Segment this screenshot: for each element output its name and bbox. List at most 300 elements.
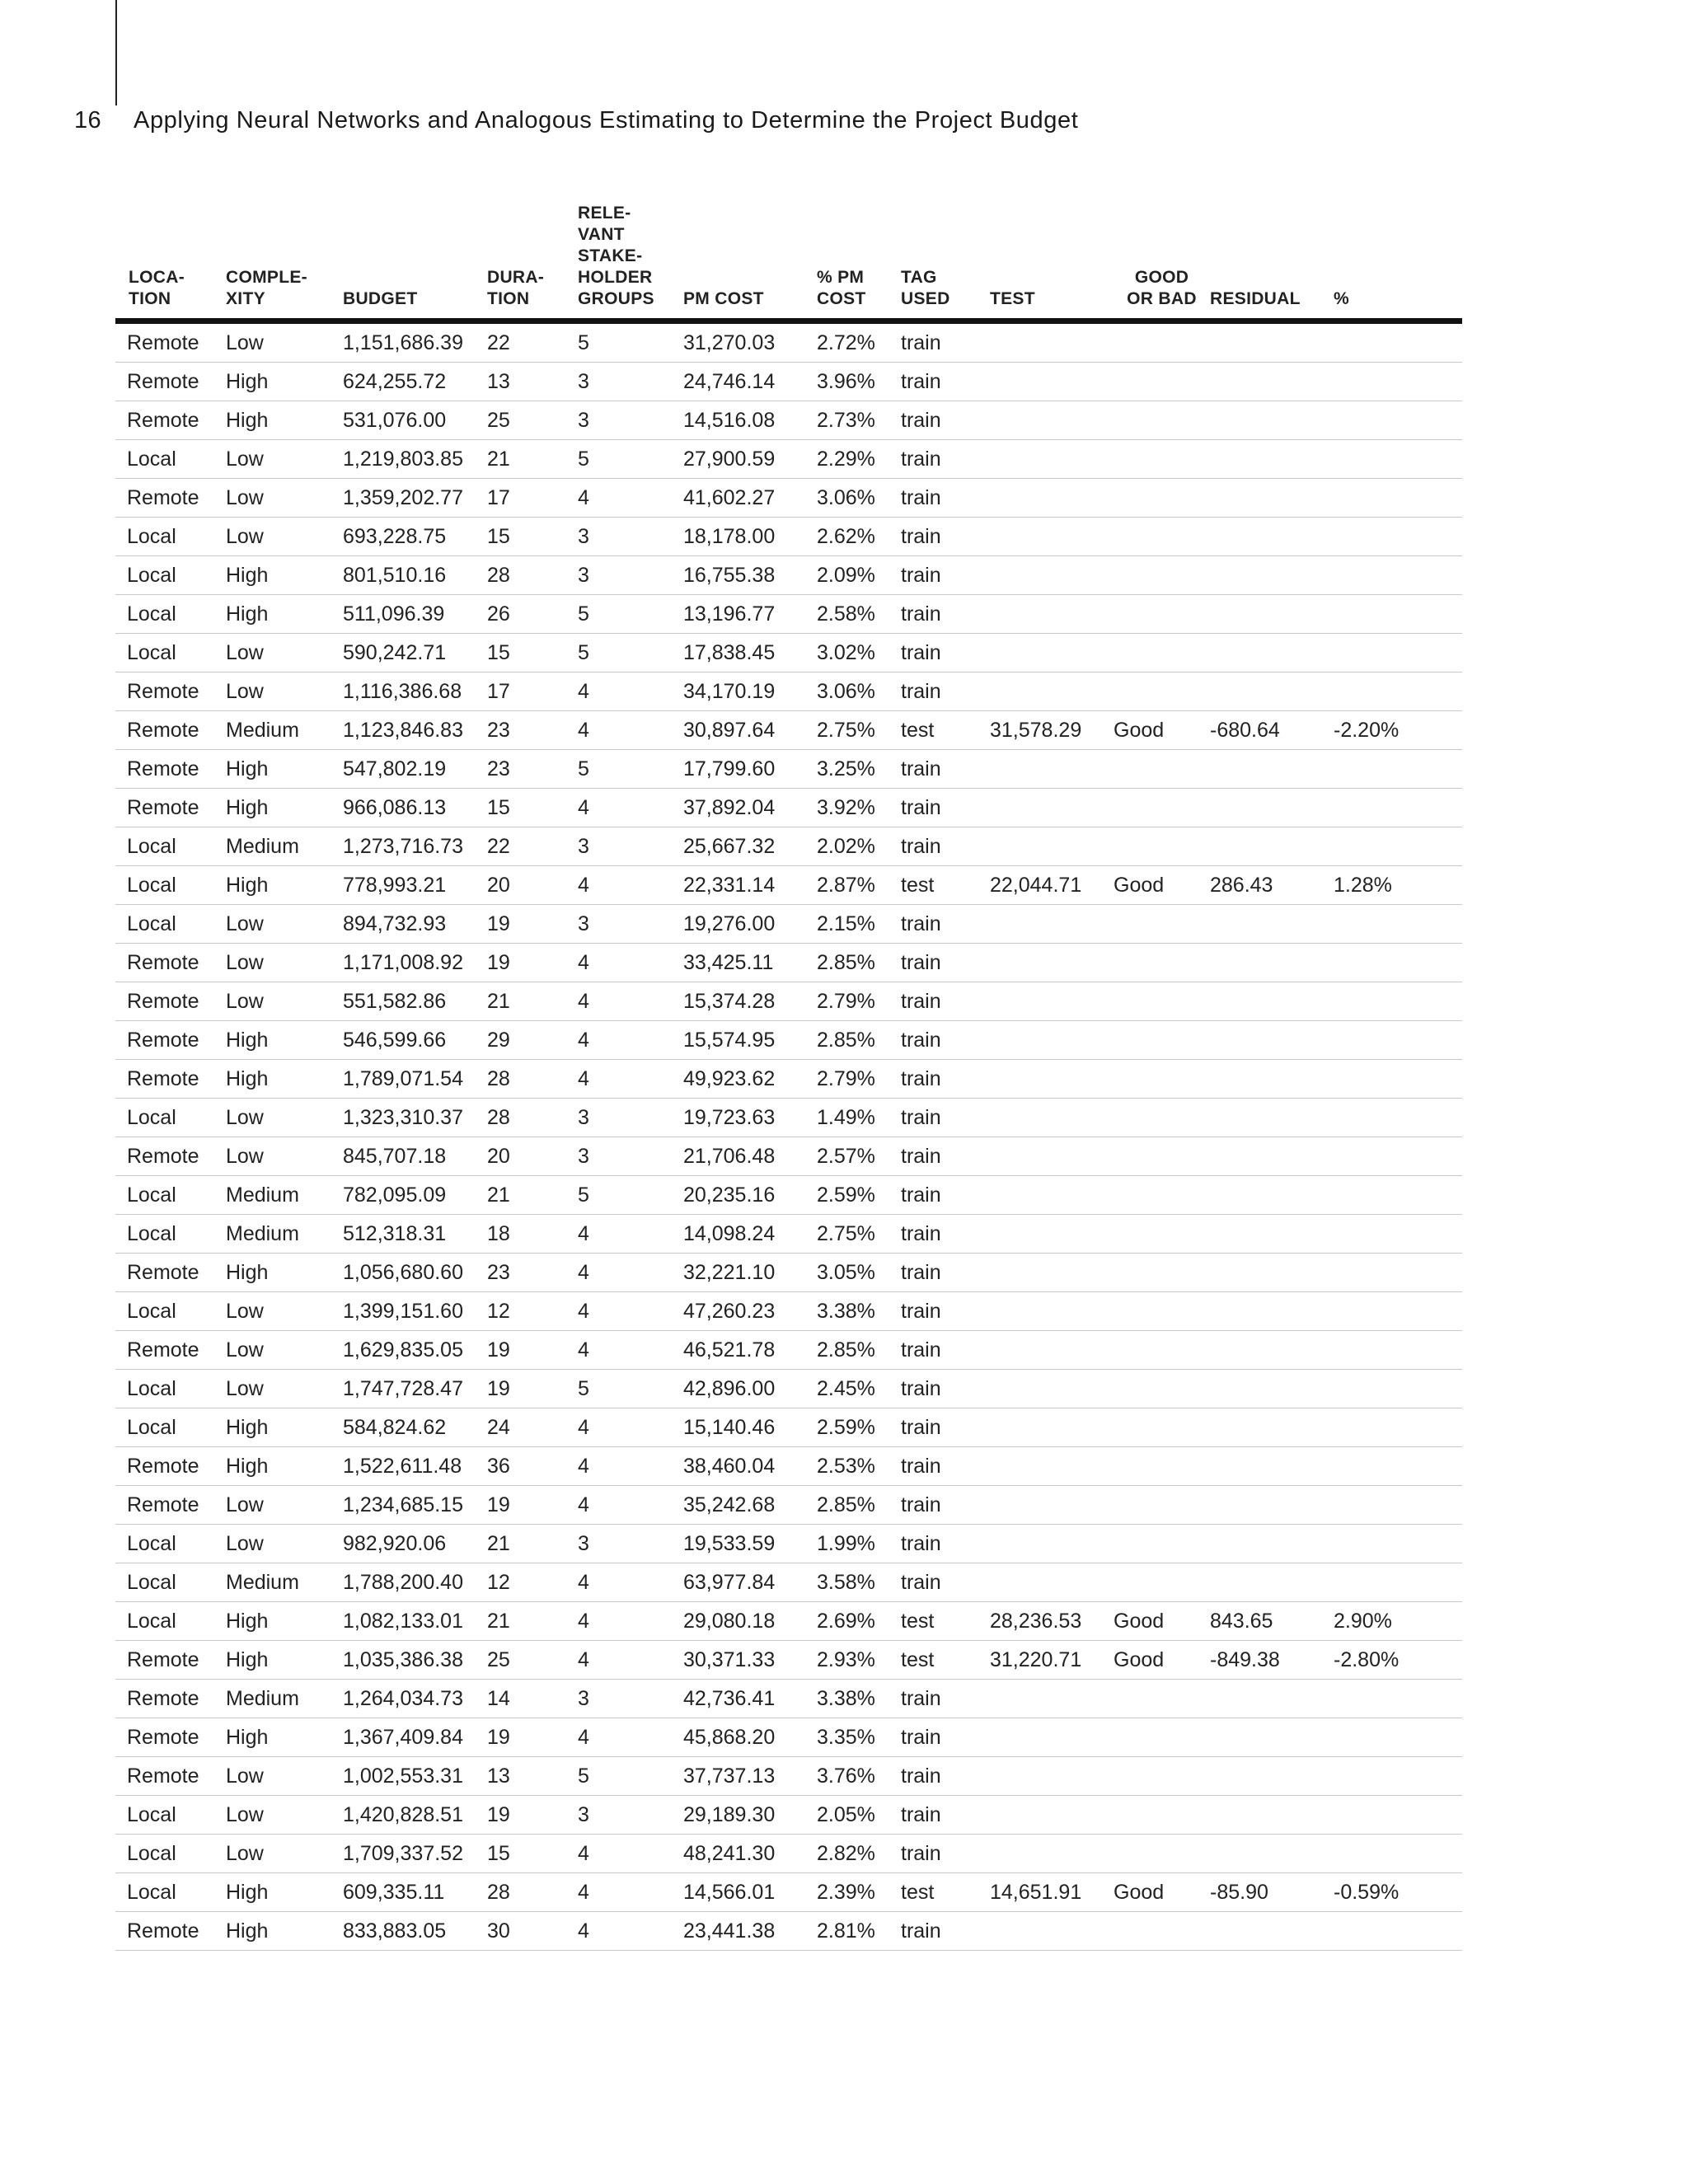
cell-complexity: Low bbox=[226, 524, 264, 548]
cell-tag-used: train bbox=[901, 989, 941, 1013]
cell-pm-cost-percent: 3.05% bbox=[817, 1260, 875, 1284]
cell-tag-used: train bbox=[901, 1919, 941, 1943]
cell-pm-cost: 42,736.41 bbox=[683, 1686, 776, 1710]
cell-residual: 286.43 bbox=[1210, 873, 1273, 897]
cell-complexity: Low bbox=[226, 447, 264, 471]
cell-pm-cost: 63,977.84 bbox=[683, 1570, 776, 1594]
table-row bbox=[115, 1137, 1462, 1176]
cell-tag-used: train bbox=[901, 1144, 941, 1168]
cell-budget: 1,788,200.40 bbox=[343, 1570, 463, 1594]
cell-stakeholder-groups: 4 bbox=[578, 1725, 589, 1749]
table-row bbox=[115, 1021, 1462, 1060]
cell-pm-cost-percent: 2.79% bbox=[817, 989, 875, 1013]
cell-location: Remote bbox=[127, 1493, 199, 1516]
cell-complexity: High bbox=[226, 1066, 269, 1090]
column-header-duration: DURA- TION bbox=[487, 268, 545, 308]
table-row bbox=[115, 595, 1462, 634]
table-row bbox=[115, 711, 1462, 750]
cell-pm-cost-percent: 2.87% bbox=[817, 873, 875, 897]
table-body bbox=[115, 324, 1462, 1951]
cell-pm-cost: 31,270.03 bbox=[683, 330, 776, 354]
cell-pm-cost-percent: 2.05% bbox=[817, 1802, 875, 1826]
cell-budget: 1,789,071.54 bbox=[343, 1066, 463, 1090]
cell-complexity: Low bbox=[226, 640, 264, 664]
table-row bbox=[115, 1563, 1462, 1602]
cell-duration: 20 bbox=[487, 873, 510, 897]
cell-budget: 1,082,133.01 bbox=[343, 1609, 463, 1633]
cell-location: Remote bbox=[127, 1454, 199, 1478]
cell-duration: 18 bbox=[487, 1221, 510, 1245]
cell-location: Local bbox=[127, 1609, 176, 1633]
cell-residual: 843.65 bbox=[1210, 1609, 1273, 1633]
table-row bbox=[115, 866, 1462, 905]
cell-duration: 29 bbox=[487, 1028, 510, 1052]
cell-pm-cost: 42,896.00 bbox=[683, 1376, 776, 1400]
cell-tag-used: train bbox=[901, 1493, 941, 1516]
cell-complexity: Low bbox=[226, 1493, 264, 1516]
cell-pm-cost-percent: 2.09% bbox=[817, 563, 875, 587]
cell-stakeholder-groups: 5 bbox=[578, 330, 589, 354]
cell-pm-cost: 27,900.59 bbox=[683, 447, 776, 471]
cell-stakeholder-groups: 3 bbox=[578, 524, 589, 548]
cell-pm-cost: 29,080.18 bbox=[683, 1609, 776, 1633]
cell-pm-cost-percent: 3.58% bbox=[817, 1570, 875, 1594]
cell-duration: 19 bbox=[487, 912, 510, 935]
cell-location: Local bbox=[127, 912, 176, 935]
cell-location: Local bbox=[127, 1183, 176, 1207]
cell-pm-cost: 21,706.48 bbox=[683, 1144, 776, 1168]
cell-pm-cost-percent: 3.06% bbox=[817, 679, 875, 703]
cell-location: Local bbox=[127, 447, 176, 471]
column-header-residual: RESIDUAL bbox=[1210, 289, 1301, 308]
cell-tag-used: train bbox=[901, 1531, 941, 1555]
cell-budget: 801,510.16 bbox=[343, 563, 447, 587]
cell-pm-cost: 49,923.62 bbox=[683, 1066, 776, 1090]
cell-pm-cost: 24,746.14 bbox=[683, 369, 776, 393]
cell-duration: 13 bbox=[487, 1764, 510, 1788]
cell-tag-used: test bbox=[901, 873, 935, 897]
cell-pm-cost: 18,178.00 bbox=[683, 524, 776, 548]
cell-budget: 693,228.75 bbox=[343, 524, 447, 548]
cell-tag-used: train bbox=[901, 563, 941, 587]
cell-test: 31,578.29 bbox=[990, 718, 1082, 742]
cell-pm-cost-percent: 2.59% bbox=[817, 1415, 875, 1439]
cell-budget: 609,335.11 bbox=[343, 1880, 445, 1904]
cell-location: Local bbox=[127, 640, 176, 664]
cell-location: Local bbox=[127, 1376, 176, 1400]
cell-pm-cost: 13,196.77 bbox=[683, 602, 776, 626]
table-row bbox=[115, 944, 1462, 982]
table-row bbox=[115, 324, 1462, 363]
cell-stakeholder-groups: 5 bbox=[578, 1183, 589, 1207]
cell-location: Local bbox=[127, 1570, 176, 1594]
cell-location: Remote bbox=[127, 369, 199, 393]
cell-residual: -680.64 bbox=[1210, 718, 1280, 742]
cell-location: Remote bbox=[127, 1144, 199, 1168]
running-head-title: Applying Neural Networks and Analogous Estimating to Determine the Project Budget bbox=[134, 107, 1079, 134]
cell-stakeholder-groups: 3 bbox=[578, 1105, 589, 1129]
cell-complexity: Low bbox=[226, 1105, 264, 1129]
table-row bbox=[115, 1060, 1462, 1099]
cell-tag-used: train bbox=[901, 485, 941, 509]
cell-tag-used: train bbox=[901, 1686, 941, 1710]
cell-budget: 546,599.66 bbox=[343, 1028, 447, 1052]
cell-complexity: High bbox=[226, 1647, 269, 1671]
cell-pm-cost: 41,602.27 bbox=[683, 485, 776, 509]
cell-stakeholder-groups: 4 bbox=[578, 1028, 589, 1052]
cell-test: 28,236.53 bbox=[990, 1609, 1082, 1633]
cell-pm-cost-percent: 2.58% bbox=[817, 602, 875, 626]
cell-pm-cost-percent: 1.99% bbox=[817, 1531, 875, 1555]
cell-duration: 21 bbox=[487, 1609, 510, 1633]
cell-location: Local bbox=[127, 1531, 176, 1555]
cell-pm-cost: 29,189.30 bbox=[683, 1802, 776, 1826]
cell-location: Local bbox=[127, 1880, 176, 1904]
cell-complexity: Medium bbox=[226, 834, 299, 858]
cell-pm-cost: 23,441.38 bbox=[683, 1919, 776, 1943]
cell-stakeholder-groups: 3 bbox=[578, 1686, 589, 1710]
cell-pm-cost: 32,221.10 bbox=[683, 1260, 776, 1284]
cell-pm-cost: 38,460.04 bbox=[683, 1454, 776, 1478]
cell-stakeholder-groups: 3 bbox=[578, 408, 589, 432]
table-row bbox=[115, 827, 1462, 866]
cell-tag-used: train bbox=[901, 408, 941, 432]
cell-tag-used: train bbox=[901, 1299, 941, 1323]
cell-duration: 20 bbox=[487, 1144, 510, 1168]
cell-budget: 894,732.93 bbox=[343, 912, 447, 935]
cell-tag-used: train bbox=[901, 1570, 941, 1594]
cell-pm-cost-percent: 2.93% bbox=[817, 1647, 875, 1671]
cell-pm-cost-percent: 3.35% bbox=[817, 1725, 875, 1749]
table-row bbox=[115, 1215, 1462, 1254]
cell-pm-cost-percent: 2.45% bbox=[817, 1376, 875, 1400]
cell-pm-cost: 22,331.14 bbox=[683, 873, 776, 897]
cell-complexity: High bbox=[226, 873, 269, 897]
cell-duration: 28 bbox=[487, 1880, 510, 1904]
cell-tag-used: train bbox=[901, 679, 941, 703]
data-table bbox=[115, 194, 1462, 1951]
table-row bbox=[115, 401, 1462, 440]
cell-complexity: High bbox=[226, 1609, 269, 1633]
cell-duration: 23 bbox=[487, 1260, 510, 1284]
cell-duration: 25 bbox=[487, 408, 510, 432]
cell-location: Remote bbox=[127, 950, 199, 974]
cell-pm-cost-percent: 2.75% bbox=[817, 718, 875, 742]
cell-complexity: Low bbox=[226, 1841, 264, 1865]
table-row bbox=[115, 1796, 1462, 1835]
cell-pm-cost-percent: 2.82% bbox=[817, 1841, 875, 1865]
cell-tag-used: train bbox=[901, 1802, 941, 1826]
cell-pm-cost: 30,897.64 bbox=[683, 718, 776, 742]
cell-tag-used: train bbox=[901, 1376, 941, 1400]
cell-pm-cost-percent: 2.72% bbox=[817, 330, 875, 354]
cell-complexity: Low bbox=[226, 989, 264, 1013]
cell-stakeholder-groups: 4 bbox=[578, 1647, 589, 1671]
cell-complexity: Low bbox=[226, 1144, 264, 1168]
cell-budget: 966,086.13 bbox=[343, 795, 447, 819]
cell-percent: -0.59% bbox=[1334, 1880, 1400, 1904]
cell-duration: 28 bbox=[487, 563, 510, 587]
table-row bbox=[115, 479, 1462, 518]
cell-tag-used: train bbox=[901, 1105, 941, 1129]
cell-good-or-bad: Good bbox=[1114, 1609, 1165, 1633]
cell-pm-cost-percent: 2.85% bbox=[817, 1028, 875, 1052]
cell-duration: 13 bbox=[487, 369, 510, 393]
cell-location: Remote bbox=[127, 679, 199, 703]
cell-duration: 21 bbox=[487, 1531, 510, 1555]
cell-complexity: High bbox=[226, 369, 269, 393]
cell-complexity: Medium bbox=[226, 718, 299, 742]
cell-tag-used: train bbox=[901, 950, 941, 974]
cell-complexity: Low bbox=[226, 1531, 264, 1555]
cell-duration: 19 bbox=[487, 1802, 510, 1826]
cell-tag-used: test bbox=[901, 1609, 935, 1633]
cell-complexity: High bbox=[226, 563, 269, 587]
cell-pm-cost-percent: 3.92% bbox=[817, 795, 875, 819]
cell-stakeholder-groups: 3 bbox=[578, 369, 589, 393]
cell-pm-cost: 25,667.32 bbox=[683, 834, 776, 858]
cell-location: Local bbox=[127, 602, 176, 626]
cell-pm-cost-percent: 2.15% bbox=[817, 912, 875, 935]
cell-location: Local bbox=[127, 1221, 176, 1245]
cell-stakeholder-groups: 5 bbox=[578, 447, 589, 471]
cell-pm-cost-percent: 1.49% bbox=[817, 1105, 875, 1129]
cell-complexity: Medium bbox=[226, 1183, 299, 1207]
cell-tag-used: train bbox=[901, 1183, 941, 1207]
cell-tag-used: train bbox=[901, 602, 941, 626]
cell-budget: 1,151,686.39 bbox=[343, 330, 463, 354]
cell-location: Remote bbox=[127, 1686, 199, 1710]
column-header-pm-cost-percent: % PM COST bbox=[817, 268, 866, 308]
page-number: 16 bbox=[74, 107, 102, 134]
cell-duration: 21 bbox=[487, 1183, 510, 1207]
table-row bbox=[115, 1408, 1462, 1447]
cell-location: Remote bbox=[127, 1647, 199, 1671]
cell-stakeholder-groups: 4 bbox=[578, 1415, 589, 1439]
cell-pm-cost: 30,371.33 bbox=[683, 1647, 776, 1671]
cell-location: Local bbox=[127, 1299, 176, 1323]
cell-budget: 782,095.09 bbox=[343, 1183, 447, 1207]
cell-duration: 15 bbox=[487, 640, 510, 664]
cell-tag-used: test bbox=[901, 718, 935, 742]
cell-pm-cost-percent: 3.25% bbox=[817, 757, 875, 780]
cell-tag-used: train bbox=[901, 447, 941, 471]
table-row bbox=[115, 1718, 1462, 1757]
cell-stakeholder-groups: 4 bbox=[578, 1609, 589, 1633]
cell-pm-cost-percent: 2.85% bbox=[817, 1493, 875, 1516]
cell-tag-used: train bbox=[901, 1066, 941, 1090]
cell-duration: 12 bbox=[487, 1299, 510, 1323]
cell-complexity: High bbox=[226, 1919, 269, 1943]
table-row bbox=[115, 634, 1462, 673]
cell-tag-used: train bbox=[901, 1338, 941, 1361]
cell-duration: 12 bbox=[487, 1570, 510, 1594]
cell-duration: 25 bbox=[487, 1647, 510, 1671]
cell-tag-used: train bbox=[901, 524, 941, 548]
margin-rule bbox=[115, 0, 117, 105]
cell-location: Remote bbox=[127, 1028, 199, 1052]
cell-budget: 1,123,846.83 bbox=[343, 718, 463, 742]
table-row bbox=[115, 1757, 1462, 1796]
cell-stakeholder-groups: 4 bbox=[578, 1570, 589, 1594]
running-head bbox=[74, 107, 1078, 134]
cell-stakeholder-groups: 3 bbox=[578, 912, 589, 935]
cell-location: Local bbox=[127, 1105, 176, 1129]
cell-location: Remote bbox=[127, 485, 199, 509]
cell-stakeholder-groups: 5 bbox=[578, 1376, 589, 1400]
cell-residual: -85.90 bbox=[1210, 1880, 1268, 1904]
cell-pm-cost-percent: 2.53% bbox=[817, 1454, 875, 1478]
cell-stakeholder-groups: 4 bbox=[578, 1260, 589, 1284]
cell-budget: 1,522,611.48 bbox=[343, 1454, 462, 1478]
cell-stakeholder-groups: 3 bbox=[578, 1802, 589, 1826]
cell-tag-used: train bbox=[901, 369, 941, 393]
column-header-budget: BUDGET bbox=[343, 289, 418, 308]
table-row bbox=[115, 556, 1462, 595]
cell-duration: 28 bbox=[487, 1105, 510, 1129]
cell-complexity: Low bbox=[226, 1764, 264, 1788]
cell-location: Remote bbox=[127, 1260, 199, 1284]
cell-pm-cost-percent: 3.38% bbox=[817, 1299, 875, 1323]
cell-duration: 17 bbox=[487, 485, 510, 509]
cell-stakeholder-groups: 3 bbox=[578, 1144, 589, 1168]
cell-good-or-bad: Good bbox=[1114, 873, 1165, 897]
cell-duration: 21 bbox=[487, 989, 510, 1013]
cell-pm-cost-percent: 2.79% bbox=[817, 1066, 875, 1090]
cell-percent: 1.28% bbox=[1334, 873, 1392, 897]
cell-pm-cost: 37,892.04 bbox=[683, 795, 776, 819]
cell-pm-cost-percent: 3.02% bbox=[817, 640, 875, 664]
cell-complexity: High bbox=[226, 1454, 269, 1478]
cell-pm-cost: 35,242.68 bbox=[683, 1493, 776, 1516]
column-header-percent: % bbox=[1334, 289, 1349, 308]
cell-stakeholder-groups: 4 bbox=[578, 1338, 589, 1361]
cell-percent: -2.20% bbox=[1334, 718, 1400, 742]
table-row bbox=[115, 1486, 1462, 1525]
cell-pm-cost: 48,241.30 bbox=[683, 1841, 776, 1865]
cell-duration: 22 bbox=[487, 330, 510, 354]
cell-test: 22,044.71 bbox=[990, 873, 1082, 897]
cell-duration: 30 bbox=[487, 1919, 510, 1943]
cell-stakeholder-groups: 4 bbox=[578, 950, 589, 974]
cell-location: Local bbox=[127, 563, 176, 587]
cell-budget: 547,802.19 bbox=[343, 757, 447, 780]
cell-duration: 26 bbox=[487, 602, 510, 626]
cell-stakeholder-groups: 4 bbox=[578, 485, 589, 509]
table-row bbox=[115, 1370, 1462, 1408]
cell-budget: 1,420,828.51 bbox=[343, 1802, 463, 1826]
cell-test: 14,651.91 bbox=[990, 1880, 1082, 1904]
cell-budget: 1,367,409.84 bbox=[343, 1725, 463, 1749]
cell-complexity: Low bbox=[226, 330, 264, 354]
table-row bbox=[115, 363, 1462, 401]
cell-complexity: Low bbox=[226, 950, 264, 974]
cell-stakeholder-groups: 3 bbox=[578, 834, 589, 858]
cell-pm-cost-percent: 2.57% bbox=[817, 1144, 875, 1168]
cell-location: Remote bbox=[127, 408, 199, 432]
cell-budget: 1,219,803.85 bbox=[343, 447, 463, 471]
cell-location: Local bbox=[127, 873, 176, 897]
cell-budget: 1,323,310.37 bbox=[343, 1105, 463, 1129]
cell-complexity: High bbox=[226, 1260, 269, 1284]
table-row bbox=[115, 1912, 1462, 1951]
cell-stakeholder-groups: 4 bbox=[578, 718, 589, 742]
cell-stakeholder-groups: 4 bbox=[578, 1299, 589, 1323]
cell-pm-cost: 15,140.46 bbox=[683, 1415, 776, 1439]
cell-duration: 15 bbox=[487, 795, 510, 819]
cell-complexity: Medium bbox=[226, 1686, 299, 1710]
cell-location: Remote bbox=[127, 330, 199, 354]
cell-tag-used: train bbox=[901, 640, 941, 664]
cell-pm-cost-percent: 2.02% bbox=[817, 834, 875, 858]
cell-stakeholder-groups: 5 bbox=[578, 1764, 589, 1788]
cell-duration: 17 bbox=[487, 679, 510, 703]
cell-complexity: High bbox=[226, 757, 269, 780]
cell-duration: 19 bbox=[487, 1725, 510, 1749]
cell-tag-used: train bbox=[901, 1221, 941, 1245]
cell-complexity: High bbox=[226, 1880, 269, 1904]
cell-pm-cost-percent: 3.76% bbox=[817, 1764, 875, 1788]
cell-tag-used: train bbox=[901, 912, 941, 935]
cell-pm-cost-percent: 2.39% bbox=[817, 1880, 875, 1904]
cell-tag-used: train bbox=[901, 330, 941, 354]
cell-stakeholder-groups: 4 bbox=[578, 795, 589, 819]
table-row bbox=[115, 1525, 1462, 1563]
cell-pm-cost: 15,574.95 bbox=[683, 1028, 776, 1052]
table-row bbox=[115, 673, 1462, 711]
cell-budget: 1,056,680.60 bbox=[343, 1260, 463, 1284]
cell-tag-used: train bbox=[901, 1454, 941, 1478]
cell-stakeholder-groups: 4 bbox=[578, 1493, 589, 1516]
cell-duration: 19 bbox=[487, 1338, 510, 1361]
cell-stakeholder-groups: 3 bbox=[578, 1531, 589, 1555]
cell-budget: 512,318.31 bbox=[343, 1221, 447, 1245]
cell-good-or-bad: Good bbox=[1114, 1647, 1165, 1671]
cell-location: Local bbox=[127, 1415, 176, 1439]
cell-budget: 1,264,034.73 bbox=[343, 1686, 463, 1710]
cell-duration: 21 bbox=[487, 447, 510, 471]
cell-pm-cost: 14,098.24 bbox=[683, 1221, 776, 1245]
cell-budget: 1,234,685.15 bbox=[343, 1493, 463, 1516]
cell-complexity: High bbox=[226, 1028, 269, 1052]
cell-complexity: Low bbox=[226, 1338, 264, 1361]
table-row bbox=[115, 1331, 1462, 1370]
cell-location: Remote bbox=[127, 1725, 199, 1749]
cell-tag-used: train bbox=[901, 757, 941, 780]
cell-complexity: Medium bbox=[226, 1570, 299, 1594]
cell-stakeholder-groups: 4 bbox=[578, 989, 589, 1013]
cell-budget: 590,242.71 bbox=[343, 640, 447, 664]
cell-pm-cost: 34,170.19 bbox=[683, 679, 776, 703]
cell-residual: -849.38 bbox=[1210, 1647, 1280, 1671]
cell-pm-cost: 17,799.60 bbox=[683, 757, 776, 780]
table-row bbox=[115, 1835, 1462, 1873]
cell-stakeholder-groups: 4 bbox=[578, 679, 589, 703]
cell-pm-cost: 15,374.28 bbox=[683, 989, 776, 1013]
cell-tag-used: train bbox=[901, 1725, 941, 1749]
cell-location: Local bbox=[127, 524, 176, 548]
cell-location: Remote bbox=[127, 718, 199, 742]
cell-budget: 584,824.62 bbox=[343, 1415, 447, 1439]
cell-budget: 511,096.39 bbox=[343, 602, 445, 626]
cell-duration: 36 bbox=[487, 1454, 510, 1478]
cell-duration: 22 bbox=[487, 834, 510, 858]
cell-budget: 778,993.21 bbox=[343, 873, 447, 897]
table-row bbox=[115, 1292, 1462, 1331]
cell-budget: 1,359,202.77 bbox=[343, 485, 463, 509]
cell-pm-cost: 19,533.59 bbox=[683, 1531, 776, 1555]
cell-pm-cost-percent: 2.59% bbox=[817, 1183, 875, 1207]
